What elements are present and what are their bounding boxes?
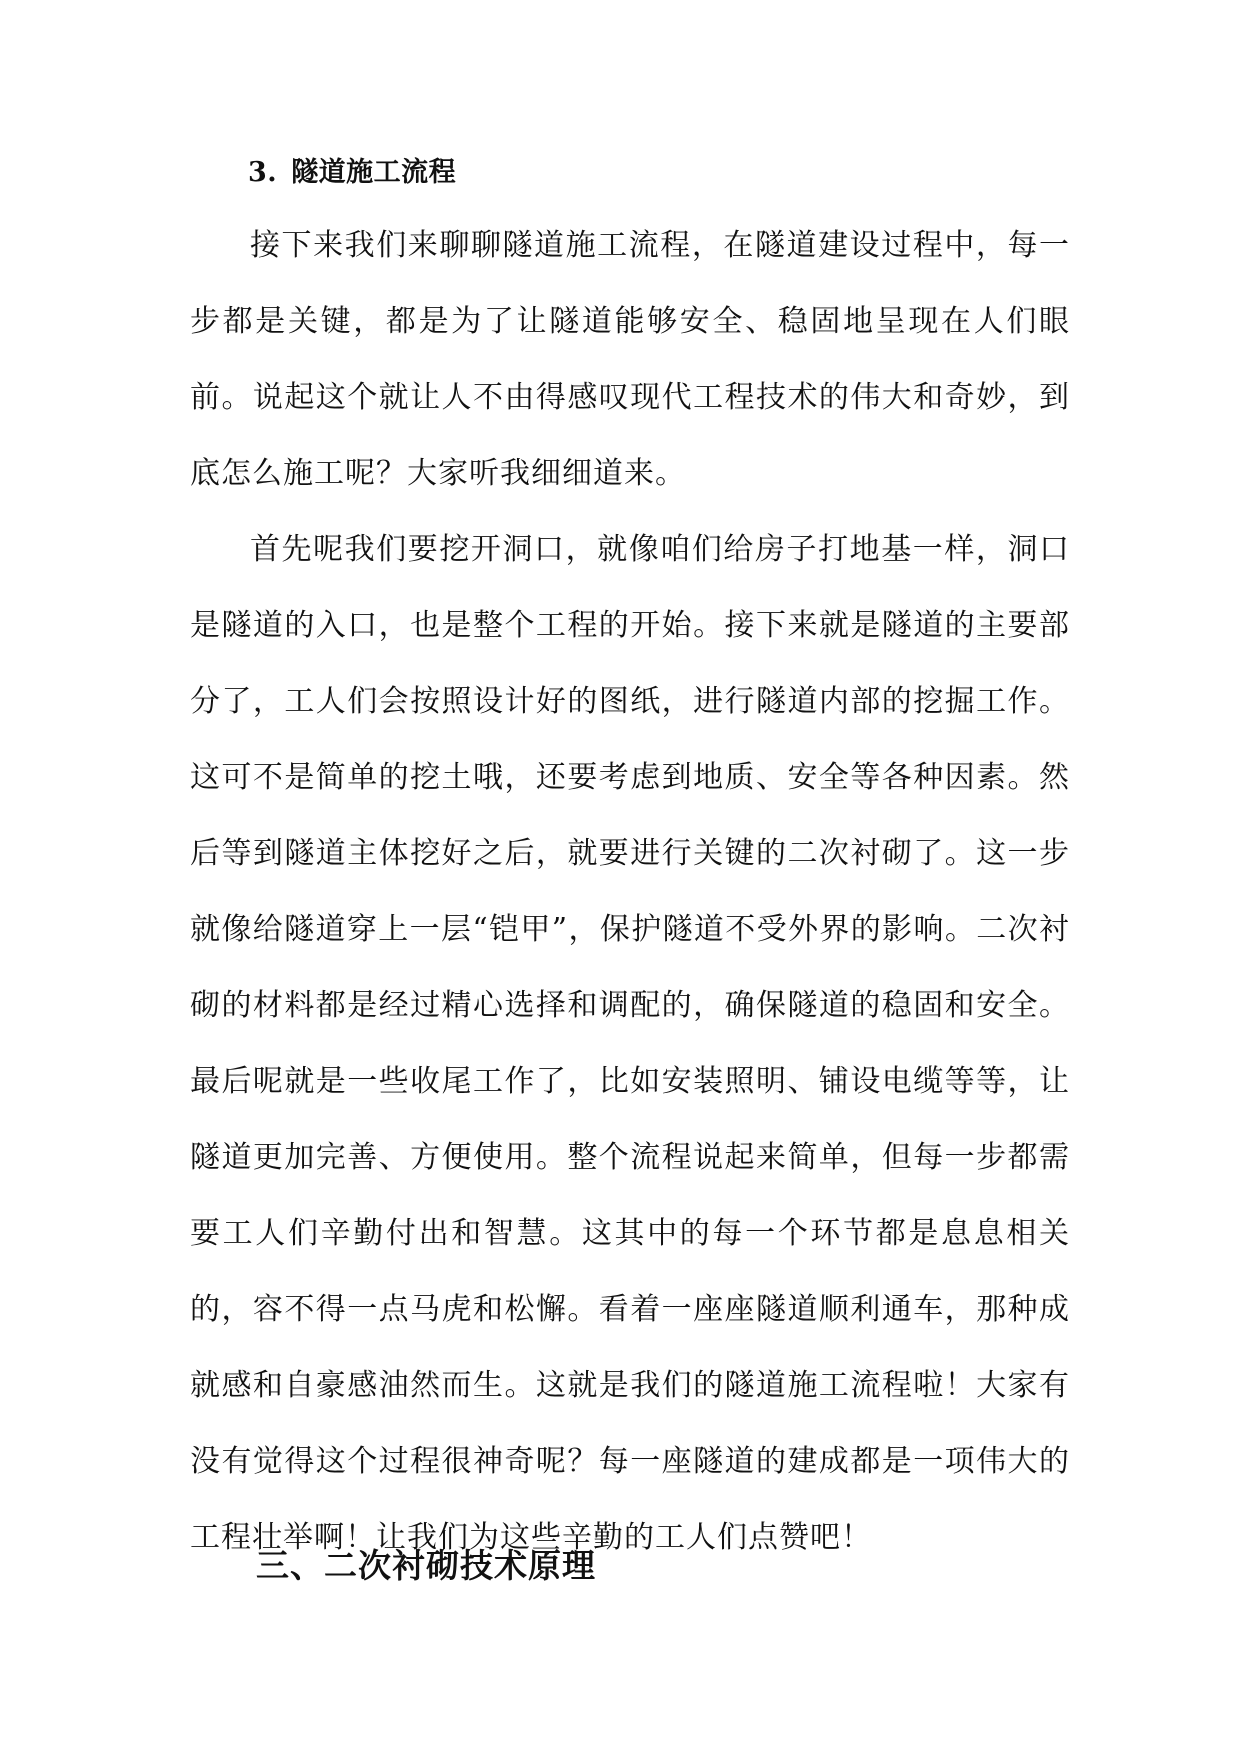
subsection-title: 隧道施工流程	[291, 157, 457, 188]
subsection-number: 3.	[248, 157, 278, 188]
body-paragraph-process: 首先呢我们要挖开洞口，就像咱们给房子打地基一样，洞口是隧道的入口，也是整个工程的开始。接下来就是隧道的主要部分了，工人们会按照设计好的图纸，进行隧道内部的挖掘工作。这可不是简单的挖土哦，还要考虑到地质、安全等各种因素。然后等到隧道主体挖好之后，就要进行关键的二次衬砌了。这一步就像给隧道穿上一层“铠甲”，保护隧道不受外界的影响。二次衬砌的材料都是经过精心选择和调配的，确保隧道的稳固和安全。最后呢就是一些收尾工作了，比如安装照明、铺设电缆等等，让隧道更加完善、方便使用。整个流程说起来简单，但每一步都需要工人们辛勤付出和智慧。这其中的每一个环节都是息息相关的，容不得一点马虎和松懈。看着一座座隧道顺利通车，那种成就感和自豪感油然而生。这就是我们的隧道施工流程啦！大家有没有觉得这个过程很神奇呢？每一座隧道的建成都是一项伟大的工程壮举啊！让我们为这些辛勤的工人们点赞吧！	[190, 532, 1070, 1555]
body-paragraph-intro: 接下来我们来聊聊隧道施工流程，在隧道建设过程中，每一步都是关键，都是为了让隧道能够安全、稳固地呈现在人们眼前。说起这个就让人不由得感叹现代工程技术的伟大和奇妙，到底怎么施工呢？大家听我细细道来。	[190, 228, 1070, 491]
subsection-heading	[248, 150, 456, 189]
section-heading: 三、二次衬砌技术原理	[256, 1546, 596, 1585]
